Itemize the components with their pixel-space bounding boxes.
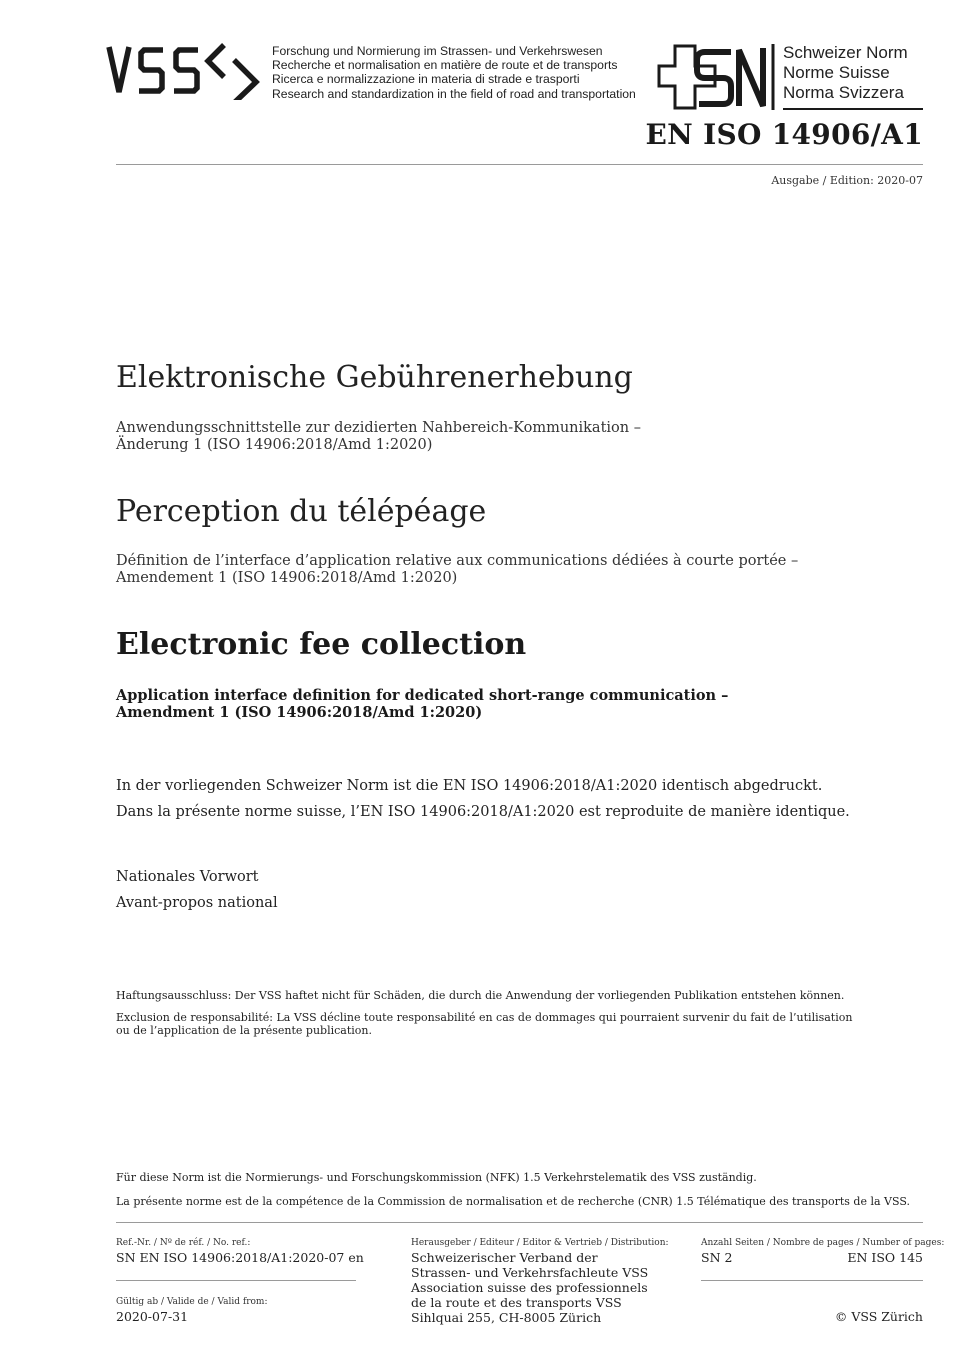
- vss-tagline: [272, 44, 636, 101]
- subtitle-de-line: Änderung 1 (ISO 14906:2018/Amd 1:2020): [116, 437, 433, 453]
- disclaimer-de-line: Haftungsausschluss: Der VSS haftet nicht für Schäden, die durch die Anwendung der vorliegenden Publikation entstehen können.: [116, 989, 845, 1002]
- valid-label: Gültig ab / Valide de / Valid from:: [116, 1297, 268, 1307]
- ref-label: Ref.-Nr. / Nº de réf. / No. ref.:: [116, 1238, 251, 1248]
- title-en: Electronic fee collection: [116, 627, 527, 662]
- sn-name-fr: Norme Suisse: [783, 63, 890, 82]
- sn-name-de: Schweizer Norm: [783, 43, 908, 62]
- publisher-line: Schweizerischer Verband der: [411, 1250, 598, 1265]
- standard-number: EN ISO 14906/A1: [645, 118, 923, 151]
- pages-label: Anzahl Seiten / Nombre de pages / Number of pages:: [701, 1238, 945, 1248]
- sn-names: [783, 43, 908, 103]
- publisher-line: Sihlquai 255, CH-8005 Zürich: [411, 1310, 602, 1325]
- ref-divider: [116, 1280, 356, 1281]
- copyright-text: © VSS Zürich: [834, 1309, 923, 1324]
- vss-tagline-it: Ricerca e normalizzazione in materia di strade e trasporti: [272, 72, 580, 87]
- pages-divider: [701, 1280, 923, 1281]
- committee-de-line: Für diese Norm ist die Normierungs- und Forschungskommission (NFK) 1.5 Verkehrstelematik des VSS zuständig.: [116, 1171, 757, 1184]
- disclaimer-fr-line: Exclusion de responsabilité: La VSS décline toute responsabilité en cas de dommages qui pourraient survenir du fait de l’utilisation: [116, 1011, 853, 1024]
- committee-fr-line: La présente norme est de la compétence de la Commission de normalisation et de recherche (CNR) 1.5 Télématique des transports de la VSS.: [116, 1195, 910, 1208]
- sn-name-it: Norma Svizzera: [783, 83, 904, 102]
- disclaimer-fr-line: ou de l’application de la présente publication.: [116, 1024, 372, 1037]
- valid-value: [116, 1309, 188, 1324]
- footer-divider: [116, 1222, 923, 1223]
- valid-value-text: 2020-07-31: [116, 1309, 189, 1324]
- pages-en-text: EN ISO 145: [847, 1250, 923, 1265]
- subtitle-en: [116, 687, 728, 721]
- publisher-line: Association suisse des professionnels: [411, 1280, 648, 1295]
- pages-en: [847, 1250, 923, 1265]
- subtitle-de-line: Anwendungsschnittstelle zur dezidierten Nahbereich-Kommunikation –: [116, 420, 641, 436]
- foreword-de: Nationales Vorwort: [116, 869, 259, 885]
- title-de: Elektronische Gebührenerhebung: [116, 360, 633, 395]
- sn-logo: [657, 44, 777, 114]
- ref-value: [116, 1250, 364, 1265]
- pages-sn-text: SN 2: [701, 1250, 733, 1265]
- subtitle-de: [116, 420, 641, 454]
- pages-sn: [701, 1250, 732, 1265]
- disclaimer-fr: [116, 1011, 852, 1037]
- publisher-line: Strassen- und Verkehrsfachleute VSS: [411, 1265, 649, 1280]
- disclaimer-de: [116, 989, 844, 1002]
- vss-logo: [106, 40, 266, 100]
- subtitle-fr-line: Définition de l’interface d’application relative aux communications dédiées à courte portée –: [116, 553, 799, 569]
- publisher-line: de la route et des transports VSS: [411, 1295, 622, 1310]
- header-divider: [116, 164, 923, 165]
- committee-fr: [116, 1195, 910, 1208]
- ref-value-text: SN EN ISO 14906:2018/A1:2020-07 en: [116, 1250, 364, 1265]
- foreword-fr: Avant-propos national: [116, 895, 278, 911]
- publisher-label: Herausgeber / Editeur / Editor & Vertrieb / Distribution:: [411, 1238, 669, 1248]
- committee-de: [116, 1171, 757, 1184]
- edition-date: Ausgabe / Edition: 2020-07: [771, 174, 923, 187]
- subtitle-en-line: Application interface definition for dedicated short-range communication –: [116, 687, 729, 704]
- subtitle-en-line: Amendment 1 (ISO 14906:2018/Amd 1:2020): [116, 704, 483, 721]
- statement-fr: Dans la présente norme suisse, l’EN ISO 14906:2018/A1:2020 est reproduite de manière identique.: [116, 804, 850, 820]
- vss-tagline-fr: Recherche et normalisation en matière de route et de transports: [272, 58, 618, 73]
- subtitle-fr: [116, 553, 798, 587]
- copyright: [835, 1309, 923, 1324]
- vss-tagline-en: Research and standardization in the field of road and transportation: [272, 86, 636, 101]
- vss-tagline-de: Forschung und Normierung im Strassen- und Verkehrswesen: [272, 44, 603, 58]
- statement-de: In der vorliegenden Schweizer Norm ist die EN ISO 14906:2018/A1:2020 identisch abgedruckt.: [116, 778, 823, 794]
- sn-underline: [783, 108, 923, 110]
- subtitle-fr-line: Amendement 1 (ISO 14906:2018/Amd 1:2020): [116, 570, 458, 586]
- title-fr: Perception du télépéage: [116, 494, 487, 529]
- publisher-address: [411, 1250, 648, 1325]
